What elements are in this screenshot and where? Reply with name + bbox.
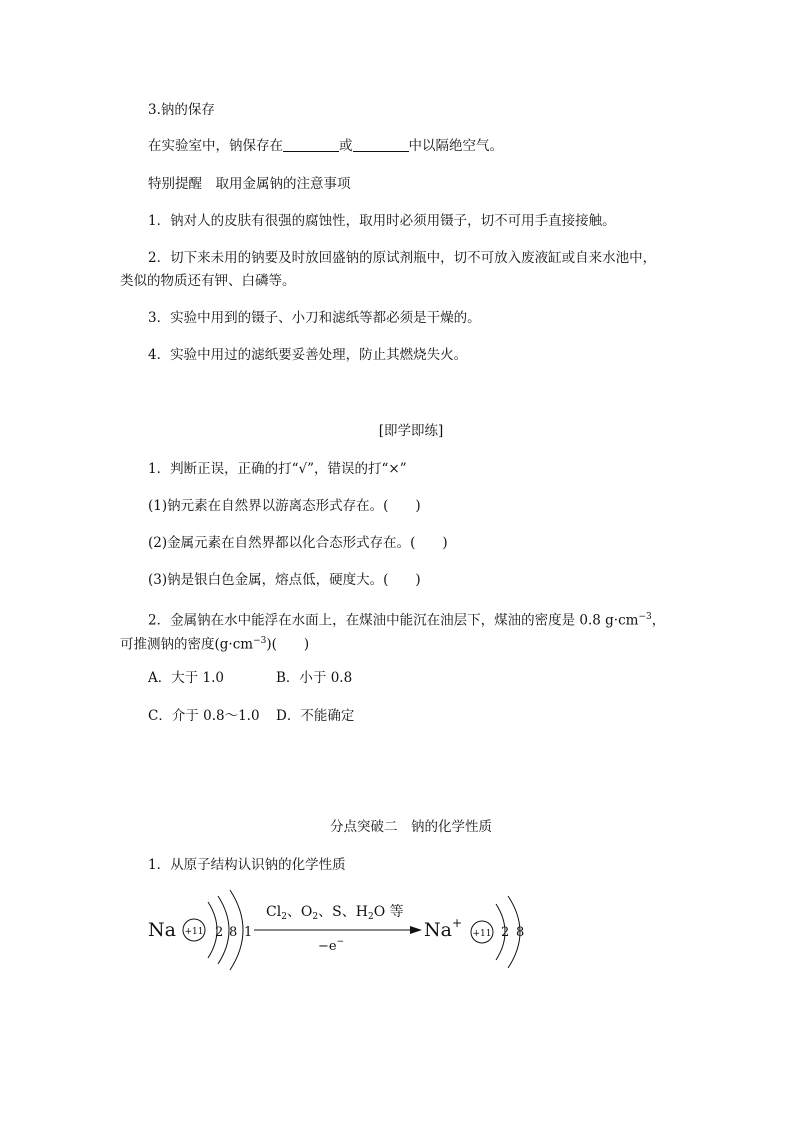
left-shell-1: 2 <box>215 925 224 940</box>
sodium-ionization-diagram <box>140 888 540 978</box>
question-2-line-1 <box>148 607 665 631</box>
fill-blank-2[interactable] <box>353 137 409 152</box>
q2-line2-sup: −3 <box>253 636 267 646</box>
question-1-item-3: (3)钠是银白色金属，熔点低，硬度大。( ) <box>148 572 421 588</box>
fill-blank-1[interactable] <box>283 137 339 152</box>
storage-text-post: 中以隔绝空气。 <box>408 138 503 154</box>
question-1-item-2: (2)金属元素在自然界都以化合态形式存在。( ) <box>148 535 448 551</box>
tip-item-2-cont: 类似的物质还有钾、白磷等。 <box>120 273 296 289</box>
electron-loss: −e− <box>318 937 345 954</box>
q2-line1-sup: −3 <box>638 612 652 622</box>
left-shell-2: 8 <box>229 925 238 940</box>
storage-sentence <box>148 136 503 156</box>
reaction-reagents: $Cl_2$、$O_2$、S、$H_2O$ 等 <box>266 904 404 922</box>
options-row-2 <box>148 706 354 726</box>
right-shell-2: 8 <box>516 925 525 940</box>
left-shell-3: 1 <box>244 925 253 940</box>
q2-line1-text: 2．金属钠在水中能浮在水面上，在煤油中能沉在油层下，煤油的密度是 0.8 g·cm <box>148 612 639 629</box>
option-c[interactable]: C．介于 0.8～1.0 <box>148 708 260 724</box>
q2-line2-post: )( ) <box>266 636 310 653</box>
reaction-arrowhead <box>410 926 422 934</box>
storage-heading: 3.钠的保存 <box>148 102 215 118</box>
tip-item-4: 4．实验中用过的滤纸要妥善处理，防止其燃烧失火。 <box>148 347 468 363</box>
storage-text-mid: 或 <box>339 138 353 154</box>
q2-line2-text: 可推测钠的密度(g·cm <box>120 636 254 653</box>
option-a[interactable]: A．大于 1.0 <box>148 670 225 686</box>
option-b[interactable]: B．小于 0.8 <box>276 670 353 686</box>
storage-text-pre: 在实验室中，钠保存在 <box>148 138 283 154</box>
practice-heading: [即学即练] <box>378 423 444 439</box>
q2-line1-post: ， <box>651 612 666 629</box>
question-2-line-2 <box>120 631 309 655</box>
left-nucleus-label: +11 <box>184 927 204 937</box>
tips-title: 特别提醒 取用金属钠的注意事项 <box>148 176 351 192</box>
right-symbol: Na+ <box>424 916 463 941</box>
tip-item-1: 1．钠对人的皮肤有很强的腐蚀性，取用时必须用镊子，切不可用手直接接触。 <box>148 213 616 229</box>
right-nucleus-label: +11 <box>472 929 492 939</box>
question-1-stem: 1．判断正误，正确的打“√”，错误的打“×” <box>148 461 407 477</box>
options-row-1 <box>148 668 352 688</box>
right-shell-1: 2 <box>501 925 510 940</box>
section-subtitle: 1．从原子结构认识钠的化学性质 <box>148 857 346 873</box>
section-title: 分点突破二 钠的化学性质 <box>330 819 492 835</box>
question-1-item-1: (1)钠元素在自然界以游离态形式存在。( ) <box>148 498 421 514</box>
tip-item-2: 2．切下来未用的钠要及时放回盛钠的原试剂瓶中，切不可放入废液缸或自来水池中， <box>148 250 657 266</box>
option-d[interactable]: D．不能确定 <box>276 708 355 724</box>
tip-item-3: 3．实验中用到的镊子、小刀和滤纸等都必须是干燥的。 <box>148 310 481 326</box>
left-symbol: Na <box>148 919 176 941</box>
